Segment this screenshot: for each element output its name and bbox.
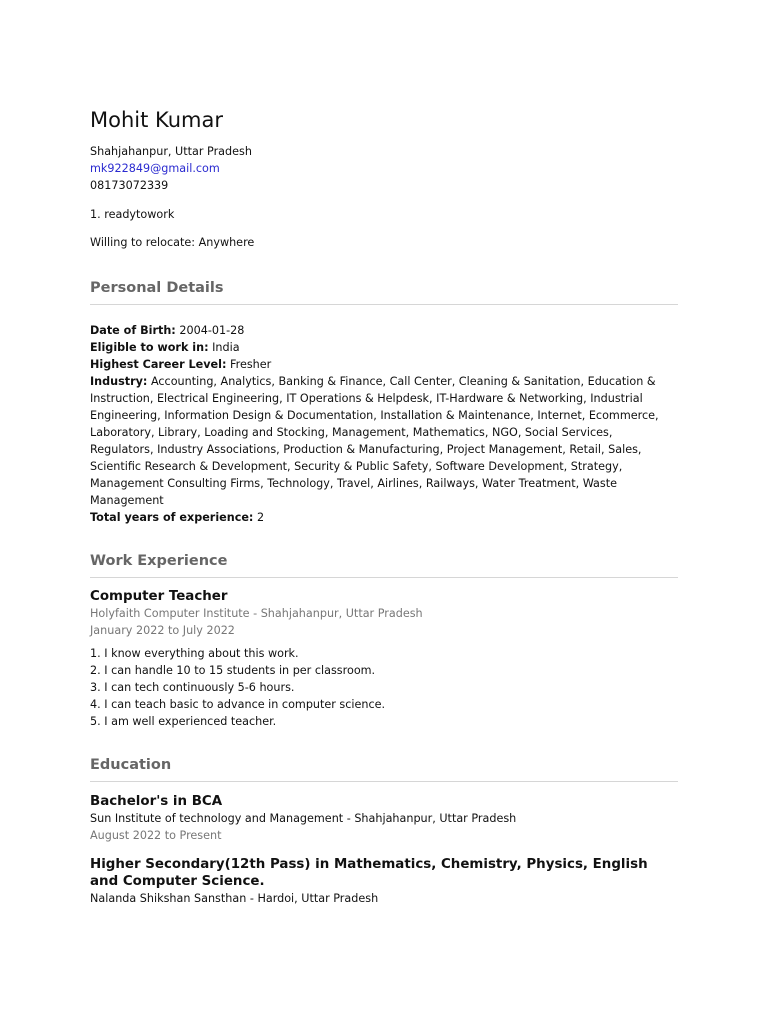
section-title-education: Education — [90, 755, 678, 782]
list-item: 2. I can handle 10 to 15 students in per classroom. — [90, 664, 376, 677]
industry-value: Accounting, Analytics, Banking & Finance, Call Center, Cleaning & Sanitation, Education & Instruction, Electrical Engineering, IT Operations & Helpdesk, IT-Hardware & Networking, Industrial Engineering, Information Design & Documentation, Installation & Maintenance, Internet, Ecommerce, Laboratory, Library, Loading and Stocking, Management, Mathematics, NGO, Social Services, Regulators, Industry Associations, Production & Manufacturing, Project Management, Retail, Sales, Scientific Research & Development, Security & Public Safety, Software Development, Strategy, Management Consulting Firms, Technology, Travel, Airlines, Railways, Water Treatment, Waste Management — [90, 375, 659, 507]
candidate-phone: 08173072339 — [90, 179, 169, 192]
list-item: 3. I can tech continuously 5-6 hours. — [90, 681, 295, 694]
candidate-location: Shahjahanpur, Uttar Pradesh — [90, 145, 252, 158]
job-title: Computer Teacher — [90, 589, 228, 604]
dob-value: 2004-01-28 — [179, 324, 245, 337]
job-company: Holyfaith Computer Institute - Shahjahanpur, Uttar Pradesh — [90, 607, 423, 620]
job-dates: January 2022 to July 2022 — [90, 624, 235, 637]
career-level-value: Fresher — [230, 358, 272, 371]
experience-label: Total years of experience: — [90, 511, 254, 524]
industry-row — [90, 373, 678, 509]
experience-row — [90, 509, 678, 526]
experience-value: 2 — [256, 511, 265, 524]
education-entry — [90, 793, 678, 844]
career-level-row — [90, 356, 678, 373]
section-title-work-experience: Work Experience — [90, 551, 678, 578]
candidate-summary: 1. readytowork — [90, 208, 175, 221]
dob-row — [90, 322, 678, 339]
list-item: 5. I am well experienced teacher. — [90, 715, 277, 728]
job-description — [90, 645, 678, 730]
relocation-note: Willing to relocate: Anywhere — [90, 236, 255, 249]
list-item: 1. I know everything about this work. — [90, 647, 299, 660]
eligible-row — [90, 339, 678, 356]
personal-details — [90, 322, 678, 526]
dob-label: Date of Birth: — [90, 324, 176, 337]
degree-title: Higher Secondary(12th Pass) in Mathematics, Chemistry, Physics, English and Computer Science. — [90, 857, 648, 889]
career-level-label: Highest Career Level: — [90, 358, 227, 371]
eligible-value: India — [212, 341, 240, 354]
industry-label: Industry: — [90, 375, 148, 388]
candidate-email-link[interactable]: mk922849@gmail.com — [90, 162, 220, 175]
degree-title: Bachelor's in BCA — [90, 794, 223, 809]
work-entry — [90, 588, 678, 730]
education-dates: August 2022 to Present — [90, 829, 222, 842]
eligible-label: Eligible to work in: — [90, 341, 209, 354]
education-entry — [90, 856, 678, 907]
school-line: Sun Institute of technology and Management - Shahjahanpur, Uttar Pradesh — [90, 812, 517, 825]
school-line: Nalanda Shikshan Sansthan - Hardoi, Uttar Pradesh — [90, 892, 379, 905]
section-title-personal-details: Personal Details — [90, 278, 678, 305]
candidate-name: Mohit Kumar — [90, 108, 224, 132]
list-item: 4. I can teach basic to advance in computer science. — [90, 698, 386, 711]
